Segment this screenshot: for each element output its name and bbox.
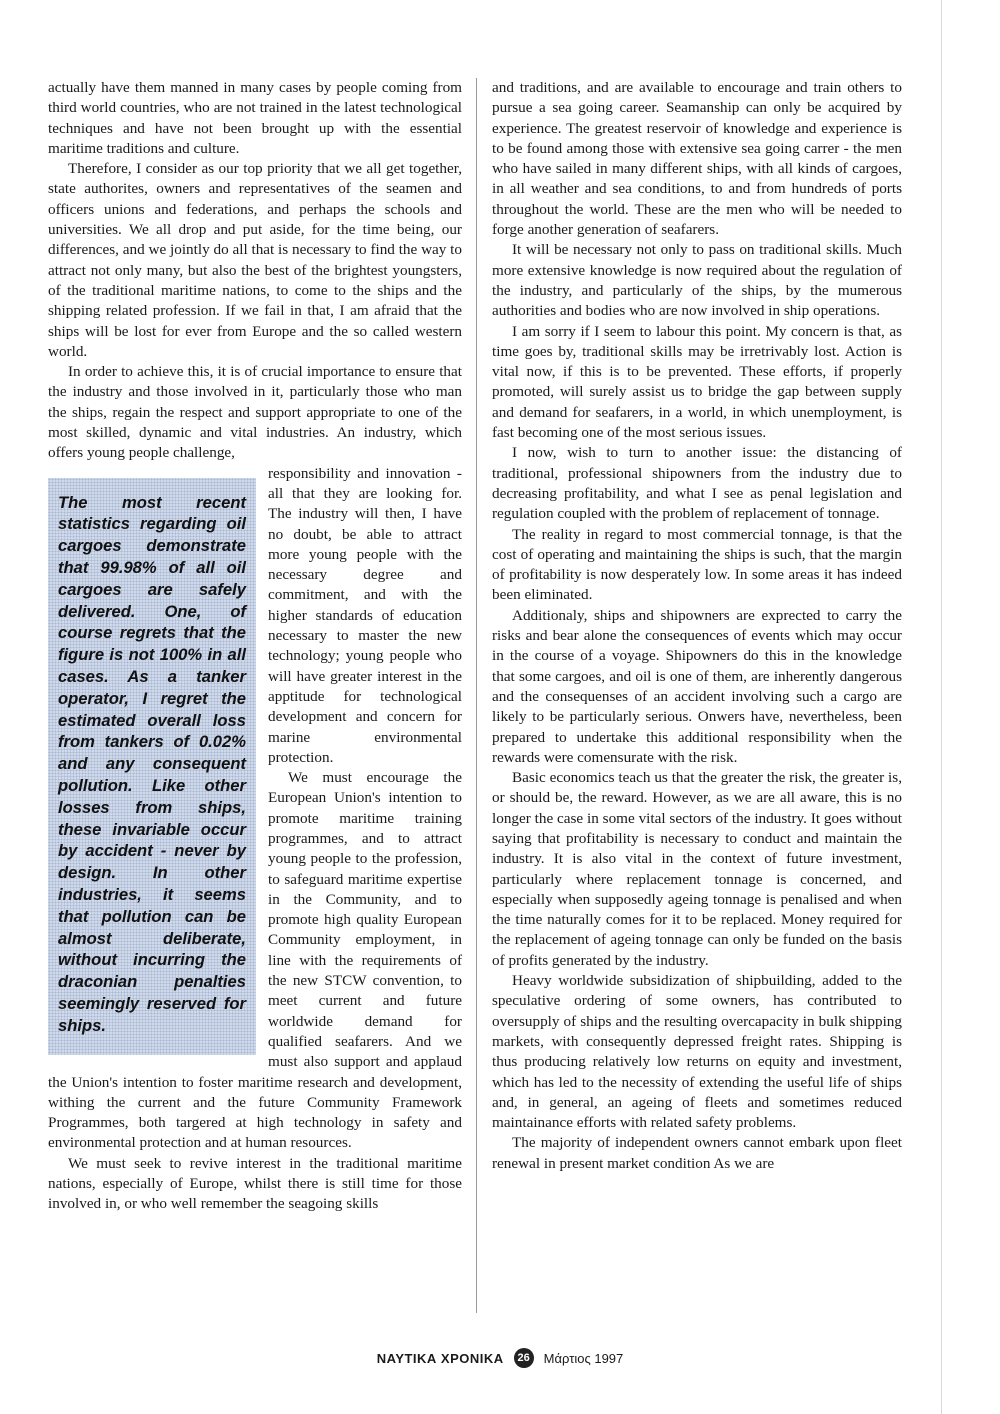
paragraph: I now, wish to turn to another issue: the distancing of traditional, professional shipowners from the industry due to decreasing profitability, and what I see as penal legislation and regulation coupled with the problem of replacement of tonnage. (492, 444, 902, 523)
paragraph: The reality in regard to most commercial tonnage, is that the cost of operating and maintaining the ships is such, that the margin of profitability is now desperately low. In some areas it has indeed been eliminated. (492, 525, 902, 604)
paragraph: We must seek to revive interest in the traditional maritime nations, especially of Europe, whilst there is still time for those involved in, or who well remember the seagoing skills (48, 1154, 462, 1213)
right-column (492, 78, 902, 1174)
paragraph: Therefore, I consider as our top priority that we all get together, state authorites, owners and representatives of the seamen and officers unions and federations, and perhaps the schools and universities. We all drop and put aside, for the time being, our differences, and we jointly do all that is necessary to find the way to attract not only many, but also the best of the brightest youngsters, of the traditional maritime nations, to come to the ships and the shipping related profession. If we fail in that, I am afraid that the ships will be lost for ever from Europe and the so called western world. (48, 160, 462, 360)
paragraph: It will be necessary not only to pass on traditional skills. Much more extensive knowledge is now required about the regulation of the industry, and particularly of the ships, by the mumerous authorities and bodies who are now involved in ship operations. (492, 241, 902, 320)
issue-date: Μάρτιος 1997 (543, 1350, 624, 1366)
paragraph: and traditions, and are available to encourage and train others to pursue a sea going career. Seamanship can only be acquired by experience. The greatest reservoir of knowledge and experience is to be found among those with extensive sea going carrer - the men who have sailed in many different ships, with all kinds of cargoes, in all weather and sea conditions, to and from hundreds of ports throughout the world. These are the men who will be needed to forge another generation of seafarers. (492, 79, 902, 239)
left-column (48, 78, 462, 1215)
paragraph: I am sorry if I seem to labour this point. My concern is that, as time goes by, traditional skills may be irretrivably lost. Action is vital now, if this is to be prevented. These efforts, if properly promoted, will surely assist us to bridge the gap between supply and demand for seafarers, in a world, in which unemployment, is fast becoming one of the most serious issues. (492, 322, 902, 442)
paragraph: Basic economics teach us that the greater the risk, the greater is, or should be, the reward. However, as we are all aware, this is no longer the case in some vital sectors of the industry. It goes without saying that profitability is necessary to conduct and maintain the industry. It is also vital in the context of future investment, particularly where replacement tonnage is concerned, and especially when supposedly ageing tonnage is penalised and when the time naturally comes for it to be replaced. Money required for the replacement of ageing tonnage can only be funded on the basis of profits generated by the industry. (492, 769, 902, 969)
column-divider (476, 78, 477, 1313)
page-fold-line (941, 0, 942, 1414)
paragraph: Additionaly, ships and shipowners are exprected to carry the risks and bear alone the consequences of events which may occur in the course of a voyage. Shipowners do this in the knowledge that some cargoes, and oil is one of them, are inherently dangerous and the consequenses of an accident involving such a cargo are likely to be particularly serious. Onwers have, nevertheless, been prepared to undertake this additional responsibility when the rewards were comensurate with the risk. (492, 606, 902, 766)
pull-quote-box (48, 478, 256, 1055)
page-footer (0, 1346, 1000, 1370)
publication-name: ΝΑΥΤΙΚΑ ΧΡΟΝΙΚΑ (376, 1350, 504, 1366)
paragraph: actually have them manned in many cases by people coming from third world countries, who are not trained in the latest technological techniques and have not been brought up with the essential maritime traditions and culture. (48, 79, 462, 157)
paragraph: responsibility and innovation - all that they are looking for. The industry will then, I have no doubt, be able to attract more young people with the necessary degree and commitment, and with the higher standards of education necessary to master the new technology; young people who will have greater interest in the apptitude for technological development and concern for marine environmental protection. (268, 464, 462, 766)
page-number-badge: 26 (514, 1348, 534, 1368)
pull-quote-text: The most recent statistics regarding oil cargoes demonstrate that 99.98% of all oil cargoes are safely delivered. One, of course regrets that the figure is not 100% in all cases. As a tanker operator, I regret the estimated overall loss from tankers of 0.02% and any consequent pollution. Like other losses from ships, these invariable occur by accident - never by design. In other industries, it seems that pollution can be almost deliberate, without incurring the draconian penalties seemingly reserved for ships. (58, 492, 246, 1035)
paragraph: The majority of independent owners cannot embark upon fleet renewal in present market condition As we are (492, 1134, 902, 1172)
paragraph: Heavy worldwide subsidization of shipbuilding, added to the speculative ordering of some owners, has contributed to oversupply of ships and the resulting overcapacity in bulk shipping markets, with consequently depressed freight rates. Shipping is thus producing relatively low returns on equity and investment, which has led to the necessity of extending the useful life of ships and, in general, an ageing of fleets and sometimes reduced maintainance efforts with related safety problems. (492, 972, 902, 1132)
paragraph: We must encourage the European Union's intention to promote maritime training programmes, and to attract young people to the profession, to safeguard maritime expertise in the Community, and to promote high quality European Community employment, in line with the requirements of the new STCW convention, to meet current and future worldwide demand for qualified seafarers. And we must also support and applaud the Union's intention to foster maritime research and development, withing the current and the future Community Framework Programmes, both targered at high technology in safety and environmental protection and at human resources. (48, 769, 462, 1152)
paragraph: In order to achieve this, it is of crucial importance to ensure that the industry and those involved in it, particularly those who man the ships, regain the respect and support appropriate to one of the most skilled, dynamic and vital industries. An industry, which offers young people challenge, (48, 363, 462, 462)
